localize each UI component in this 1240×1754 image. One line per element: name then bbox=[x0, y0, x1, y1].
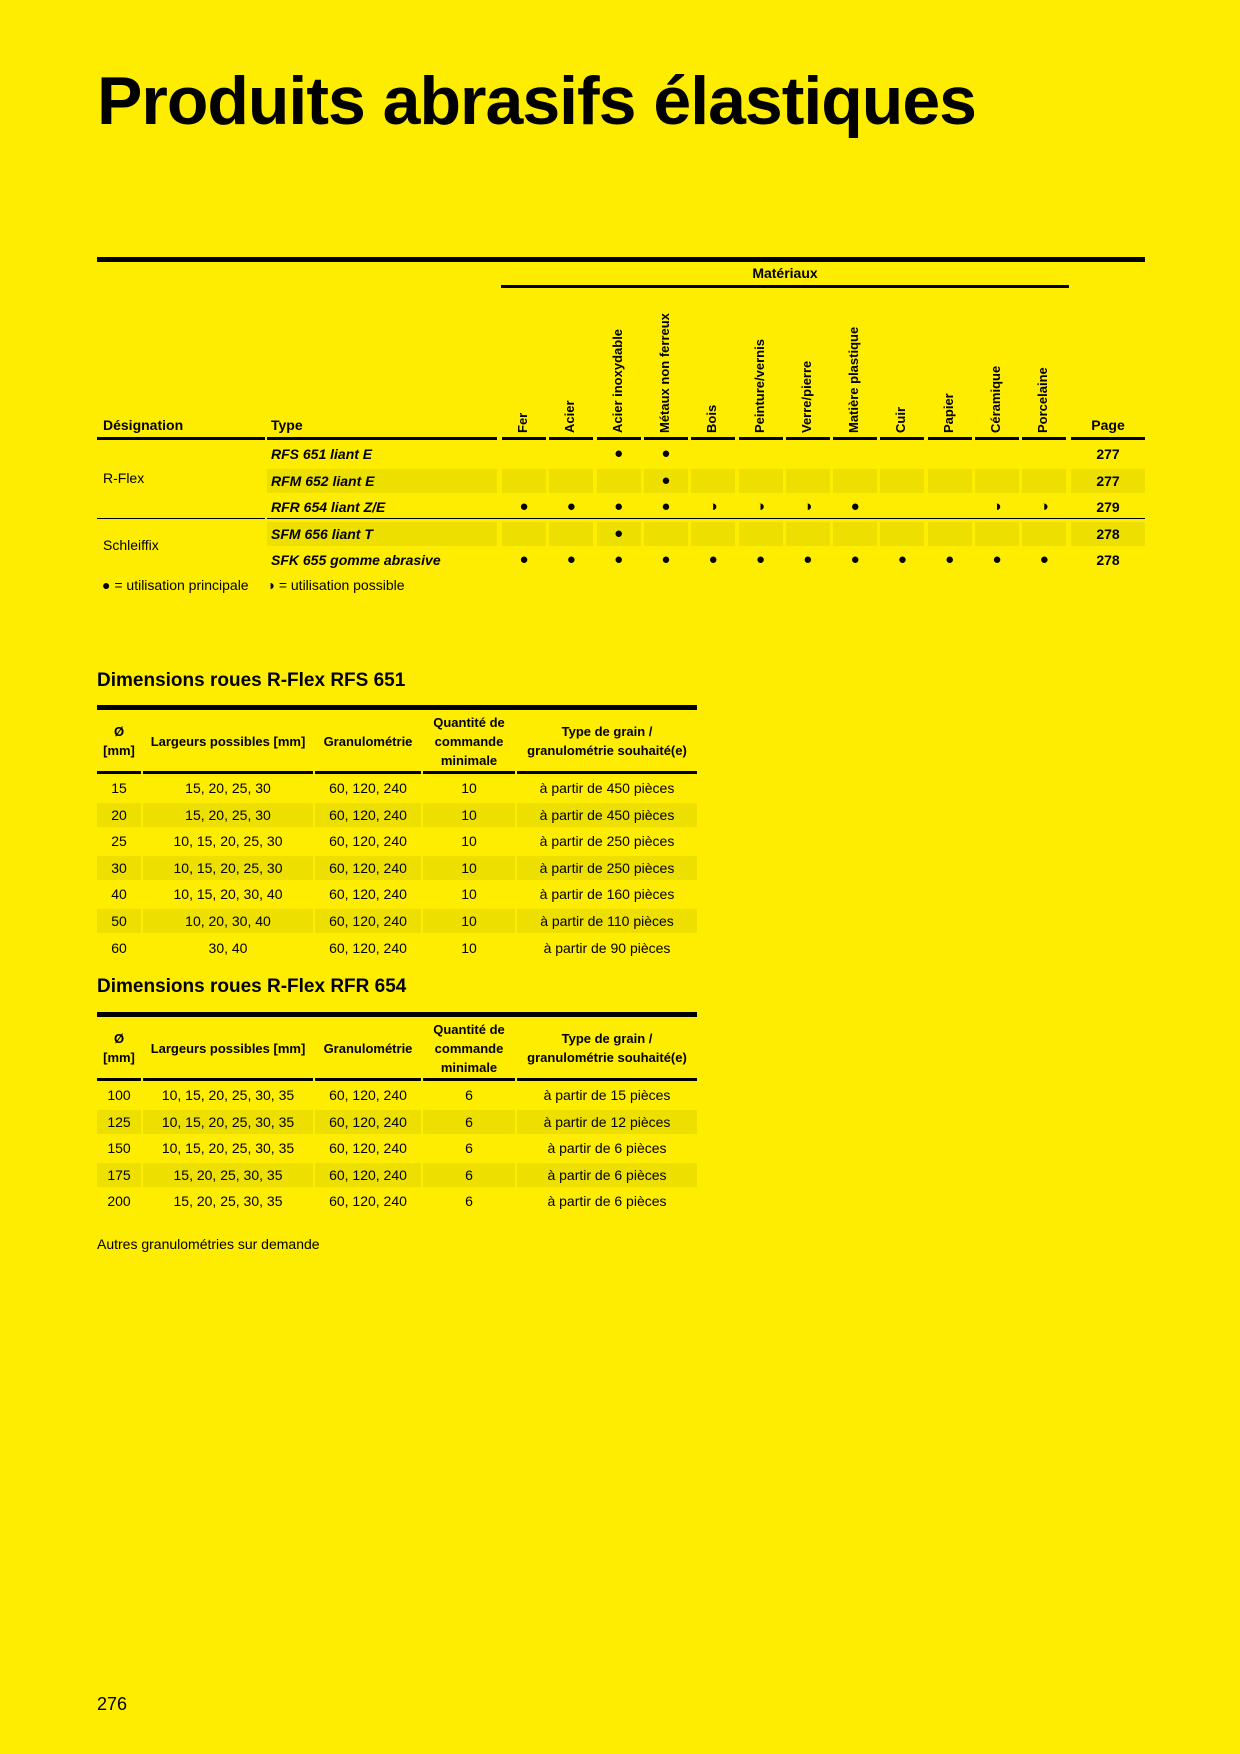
usage-mark bbox=[1022, 522, 1066, 546]
material-header-rule bbox=[1022, 437, 1066, 440]
table-cell: 15, 20, 25, 30 bbox=[143, 803, 313, 827]
table-cell: à partir de 12 pièces bbox=[517, 1110, 697, 1134]
designation-rflex: R-Flex bbox=[103, 470, 145, 486]
table-cell: à partir de 110 pièces bbox=[517, 909, 697, 933]
table-row bbox=[97, 1083, 697, 1109]
usage-mark: ● bbox=[519, 498, 529, 515]
table-cell: à partir de 90 pièces bbox=[543, 939, 671, 956]
usage-mark: ● bbox=[803, 551, 813, 568]
product-type: RFR 654 liant Z/E bbox=[271, 499, 386, 515]
table-cell: 30, 40 bbox=[208, 939, 248, 956]
table-cell: 60, 120, 240 bbox=[329, 1193, 407, 1210]
rfr654-table bbox=[97, 1012, 697, 1212]
product-type: SFM 656 liant T bbox=[267, 522, 497, 546]
rfs651-table bbox=[97, 705, 697, 965]
usage-mark: ◑ bbox=[755, 498, 766, 515]
catalog-page: 277 bbox=[1071, 469, 1145, 493]
product-type: SFK 655 gomme abrasive bbox=[271, 552, 441, 568]
table-cell: à partir de 6 pièces bbox=[517, 1163, 697, 1187]
material-header: Verre/pierre bbox=[798, 360, 814, 433]
usage-mark bbox=[880, 469, 924, 493]
usage-mark: ● bbox=[850, 498, 860, 515]
table-cell: 10, 15, 20, 25, 30, 35 bbox=[161, 1140, 295, 1157]
usage-mark: ● bbox=[644, 469, 688, 493]
designation-header-rule bbox=[97, 437, 265, 440]
column-header-rule bbox=[143, 1078, 313, 1081]
usage-mark bbox=[739, 522, 783, 546]
material-header-rule bbox=[549, 437, 593, 440]
usage-mark bbox=[502, 469, 546, 493]
catalog-page: 278 bbox=[1071, 522, 1145, 546]
material-header-rule bbox=[502, 437, 546, 440]
table-row bbox=[97, 803, 697, 829]
table-cell: 60, 120, 240 bbox=[329, 939, 407, 956]
usage-mark bbox=[644, 522, 688, 546]
table-cell: 60, 120, 240 bbox=[315, 909, 421, 933]
usage-mark bbox=[880, 522, 924, 546]
usage-mark bbox=[1022, 469, 1066, 493]
legend-main: ● = utilisation principale bbox=[102, 577, 249, 593]
column-header: Largeurs possibles [mm] bbox=[150, 733, 306, 749]
table-cell: 60, 120, 240 bbox=[329, 1087, 407, 1103]
material-header-rule bbox=[644, 437, 688, 440]
page-title: Produits abrasifs élastiques bbox=[97, 63, 976, 139]
usage-mark bbox=[928, 495, 972, 519]
usage-mark bbox=[549, 469, 593, 493]
table-cell: 6 bbox=[423, 1163, 515, 1187]
table-row bbox=[97, 882, 697, 908]
usage-mark bbox=[975, 469, 1019, 493]
table-cell: 20 bbox=[97, 803, 141, 827]
column-header-rule bbox=[97, 1078, 141, 1081]
material-header: Peinture/vernis bbox=[751, 339, 767, 433]
table-cell: à partir de 250 pièces bbox=[517, 856, 697, 880]
usage-mark bbox=[597, 469, 641, 493]
table-row bbox=[97, 936, 697, 962]
designation-schleiffix: Schleiffix bbox=[103, 537, 159, 553]
table-cell: à partir de 450 pièces bbox=[539, 780, 675, 796]
usage-mark: ● bbox=[614, 445, 624, 462]
usage-mark bbox=[928, 522, 972, 546]
table-row bbox=[97, 829, 697, 855]
table-cell: 60 bbox=[111, 939, 127, 956]
table-row bbox=[97, 1189, 697, 1215]
table-row bbox=[97, 1163, 697, 1189]
material-header-rule bbox=[597, 437, 641, 440]
table-row bbox=[97, 856, 697, 882]
table-cell: 10 bbox=[461, 886, 477, 903]
column-header: Type de grain / granulométrie souhaité(e) bbox=[527, 1031, 687, 1065]
material-header: Métaux non ferreux bbox=[656, 313, 672, 433]
usage-mark bbox=[691, 442, 735, 466]
material-header-rule bbox=[928, 437, 972, 440]
table-cell: 60, 120, 240 bbox=[315, 856, 421, 880]
usage-mark: ● bbox=[897, 551, 907, 568]
table-cell: 60, 120, 240 bbox=[329, 780, 407, 796]
column-header: Quantité de commande minimale bbox=[433, 714, 505, 768]
table-row bbox=[97, 909, 697, 935]
table-cell: 10, 15, 20, 30, 40 bbox=[173, 886, 283, 903]
table-cell: 6 bbox=[423, 1110, 515, 1134]
table-cell: à partir de 450 pièces bbox=[517, 803, 697, 827]
type-header-rule bbox=[267, 437, 497, 440]
usage-mark: ● bbox=[1039, 551, 1049, 568]
page-number: 276 bbox=[97, 1694, 128, 1714]
matrix-row bbox=[97, 469, 1145, 495]
table-cell: à partir de 250 pièces bbox=[539, 833, 675, 850]
table-cell: à partir de 160 pièces bbox=[539, 886, 675, 903]
table-cell: 6 bbox=[465, 1140, 473, 1157]
usage-mark bbox=[691, 522, 735, 546]
usage-mark: ● bbox=[519, 551, 529, 568]
usage-mark: ◑ bbox=[1039, 498, 1049, 515]
material-header-rule bbox=[880, 437, 924, 440]
usage-mark: ● bbox=[661, 498, 671, 515]
usage-mark bbox=[833, 442, 877, 466]
usage-mark bbox=[928, 442, 972, 466]
matrix-row bbox=[97, 522, 1145, 548]
usage-mark bbox=[880, 495, 924, 519]
table-cell: 30 bbox=[97, 856, 141, 880]
table-cell: 10, 15, 20, 25, 30, 35 bbox=[143, 1110, 313, 1134]
catalog-page: 279 bbox=[1096, 499, 1120, 515]
table-top-rule bbox=[97, 1012, 697, 1017]
table-cell: 40 bbox=[111, 886, 127, 903]
usage-mark: ◑ bbox=[803, 498, 813, 515]
usage-mark bbox=[880, 442, 924, 466]
usage-mark bbox=[691, 469, 735, 493]
usage-mark bbox=[786, 442, 830, 466]
table-cell: 60, 120, 240 bbox=[315, 1163, 421, 1187]
usage-mark: ● bbox=[661, 445, 671, 462]
table-top-rule bbox=[97, 705, 697, 710]
column-header-rule bbox=[315, 1078, 421, 1081]
usage-mark: ● bbox=[566, 498, 576, 515]
column-header: Largeurs possibles [mm] bbox=[150, 1040, 306, 1056]
usage-mark bbox=[739, 442, 783, 466]
catalog-page: 278 bbox=[1096, 552, 1120, 568]
table-cell: 10 bbox=[423, 909, 515, 933]
column-header: Type de grain / granulométrie souhaité(e) bbox=[527, 724, 687, 758]
table-row bbox=[97, 1110, 697, 1136]
usage-mark bbox=[928, 469, 972, 493]
usage-mark bbox=[833, 522, 877, 546]
column-header: Ø [mm] bbox=[103, 1031, 135, 1065]
table-cell: 10, 15, 20, 25, 30 bbox=[173, 833, 283, 850]
column-header-rule bbox=[423, 1078, 515, 1081]
table-cell: 150 bbox=[107, 1140, 131, 1157]
column-header: Quantité de commande minimale bbox=[433, 1021, 505, 1075]
table-row bbox=[97, 1136, 697, 1162]
column-header: Granulométrie bbox=[323, 733, 413, 749]
usage-mark: ● bbox=[755, 551, 766, 568]
table-cell: 10 bbox=[461, 833, 477, 850]
usage-mark bbox=[549, 442, 593, 466]
usage-mark: ● bbox=[850, 551, 860, 568]
column-header-rule bbox=[143, 771, 313, 774]
table-cell: à partir de 15 pièces bbox=[543, 1087, 671, 1103]
usage-mark bbox=[739, 469, 783, 493]
column-header-rule bbox=[97, 771, 141, 774]
table-cell: à partir de 6 pièces bbox=[547, 1140, 667, 1157]
group-separator-right bbox=[267, 518, 1145, 519]
usage-mark: ● bbox=[614, 551, 624, 568]
grit-note: Autres granulométries sur demande bbox=[97, 1236, 320, 1252]
rfs651-title: Dimensions roues R-Flex RFS 651 bbox=[97, 670, 406, 691]
material-header: Papier bbox=[940, 393, 956, 433]
table-row bbox=[97, 776, 697, 802]
usage-mark bbox=[975, 442, 1019, 466]
table-cell: 10 bbox=[461, 780, 477, 796]
material-header: Acier inoxydable bbox=[609, 328, 625, 433]
usage-mark: ● bbox=[945, 551, 955, 568]
table-cell: 60, 120, 240 bbox=[315, 1110, 421, 1134]
table-cell: 15, 20, 25, 30, 35 bbox=[173, 1193, 283, 1210]
designation-header: Désignation bbox=[103, 417, 184, 433]
type-header: Type bbox=[271, 417, 303, 433]
table-cell: 60, 120, 240 bbox=[329, 886, 407, 903]
usage-mark: ● bbox=[614, 498, 624, 515]
material-header-rule bbox=[739, 437, 783, 440]
usage-mark bbox=[502, 522, 546, 546]
materials-heading-rule bbox=[501, 285, 1069, 288]
material-header-rule bbox=[786, 437, 830, 440]
usage-mark: ◑ bbox=[992, 498, 1002, 515]
table-cell: 10, 20, 30, 40 bbox=[143, 909, 313, 933]
table-cell: 60, 120, 240 bbox=[329, 1140, 407, 1157]
table-cell: 60, 120, 240 bbox=[329, 833, 407, 850]
material-header-rule bbox=[975, 437, 1019, 440]
matrix-row bbox=[97, 442, 1145, 468]
table-cell: 50 bbox=[97, 909, 141, 933]
column-header-rule bbox=[423, 771, 515, 774]
table-cell: 15 bbox=[111, 780, 127, 796]
table-cell: 125 bbox=[97, 1110, 141, 1134]
usage-mark bbox=[786, 522, 830, 546]
materials-matrix bbox=[97, 257, 1145, 597]
table-cell: 15, 20, 25, 30, 35 bbox=[143, 1163, 313, 1187]
usage-mark: ◑ bbox=[708, 498, 718, 515]
usage-mark: ● bbox=[992, 551, 1002, 568]
page-header: Page bbox=[1091, 417, 1125, 433]
material-header: Fer bbox=[515, 412, 530, 433]
table-cell: 10, 15, 20, 25, 30, 35 bbox=[161, 1087, 295, 1103]
table-cell: 200 bbox=[107, 1193, 131, 1210]
matrix-row bbox=[97, 548, 1145, 574]
usage-mark bbox=[786, 469, 830, 493]
usage-mark: ● bbox=[566, 551, 576, 568]
material-header: Céramique bbox=[988, 365, 1003, 433]
usage-mark bbox=[1022, 442, 1066, 466]
table-cell: 10, 15, 20, 25, 30 bbox=[143, 856, 313, 880]
usage-mark bbox=[975, 522, 1019, 546]
catalog-page: 277 bbox=[1096, 446, 1120, 462]
usage-mark: ● bbox=[597, 522, 641, 546]
table-cell: 100 bbox=[107, 1087, 131, 1103]
page-header-rule bbox=[1071, 437, 1145, 440]
legend-possible: ◑ = utilisation possible bbox=[266, 577, 405, 593]
table-cell: 6 bbox=[465, 1087, 473, 1103]
table-cell: 6 bbox=[465, 1193, 473, 1210]
usage-mark bbox=[549, 522, 593, 546]
table-cell: 175 bbox=[97, 1163, 141, 1187]
column-header-rule bbox=[315, 771, 421, 774]
material-header-rule bbox=[833, 437, 877, 440]
product-type: RFS 651 liant E bbox=[271, 446, 373, 462]
material-header: Bois bbox=[704, 404, 720, 433]
usage-mark bbox=[833, 469, 877, 493]
matrix-legend bbox=[102, 577, 419, 593]
material-header: Acier bbox=[562, 400, 578, 433]
usage-mark: ● bbox=[661, 551, 671, 568]
column-header-rule bbox=[517, 1078, 697, 1081]
table-cell: 25 bbox=[111, 833, 127, 850]
group-separator bbox=[97, 518, 265, 519]
column-header: Granulométrie bbox=[323, 1040, 413, 1056]
table-cell: 10 bbox=[423, 803, 515, 827]
column-header: Ø [mm] bbox=[103, 724, 135, 758]
table-cell: 10 bbox=[423, 856, 515, 880]
materials-heading: Matériaux bbox=[752, 265, 818, 281]
material-header: Porcelaine bbox=[1035, 367, 1051, 433]
product-type: RFM 652 liant E bbox=[267, 469, 497, 493]
column-header-rule bbox=[517, 771, 697, 774]
table-cell: 60, 120, 240 bbox=[315, 803, 421, 827]
table-cell: 10 bbox=[461, 939, 477, 956]
material-header: Cuir bbox=[893, 407, 909, 433]
table-cell: 15, 20, 25, 30 bbox=[185, 780, 271, 796]
usage-mark: ● bbox=[708, 551, 718, 568]
table-cell: à partir de 6 pièces bbox=[547, 1193, 667, 1210]
rfr654-title: Dimensions roues R-Flex RFR 654 bbox=[97, 976, 407, 997]
usage-mark bbox=[502, 442, 546, 466]
material-header: Matière plastique bbox=[846, 326, 862, 433]
material-header-rule bbox=[691, 437, 735, 440]
